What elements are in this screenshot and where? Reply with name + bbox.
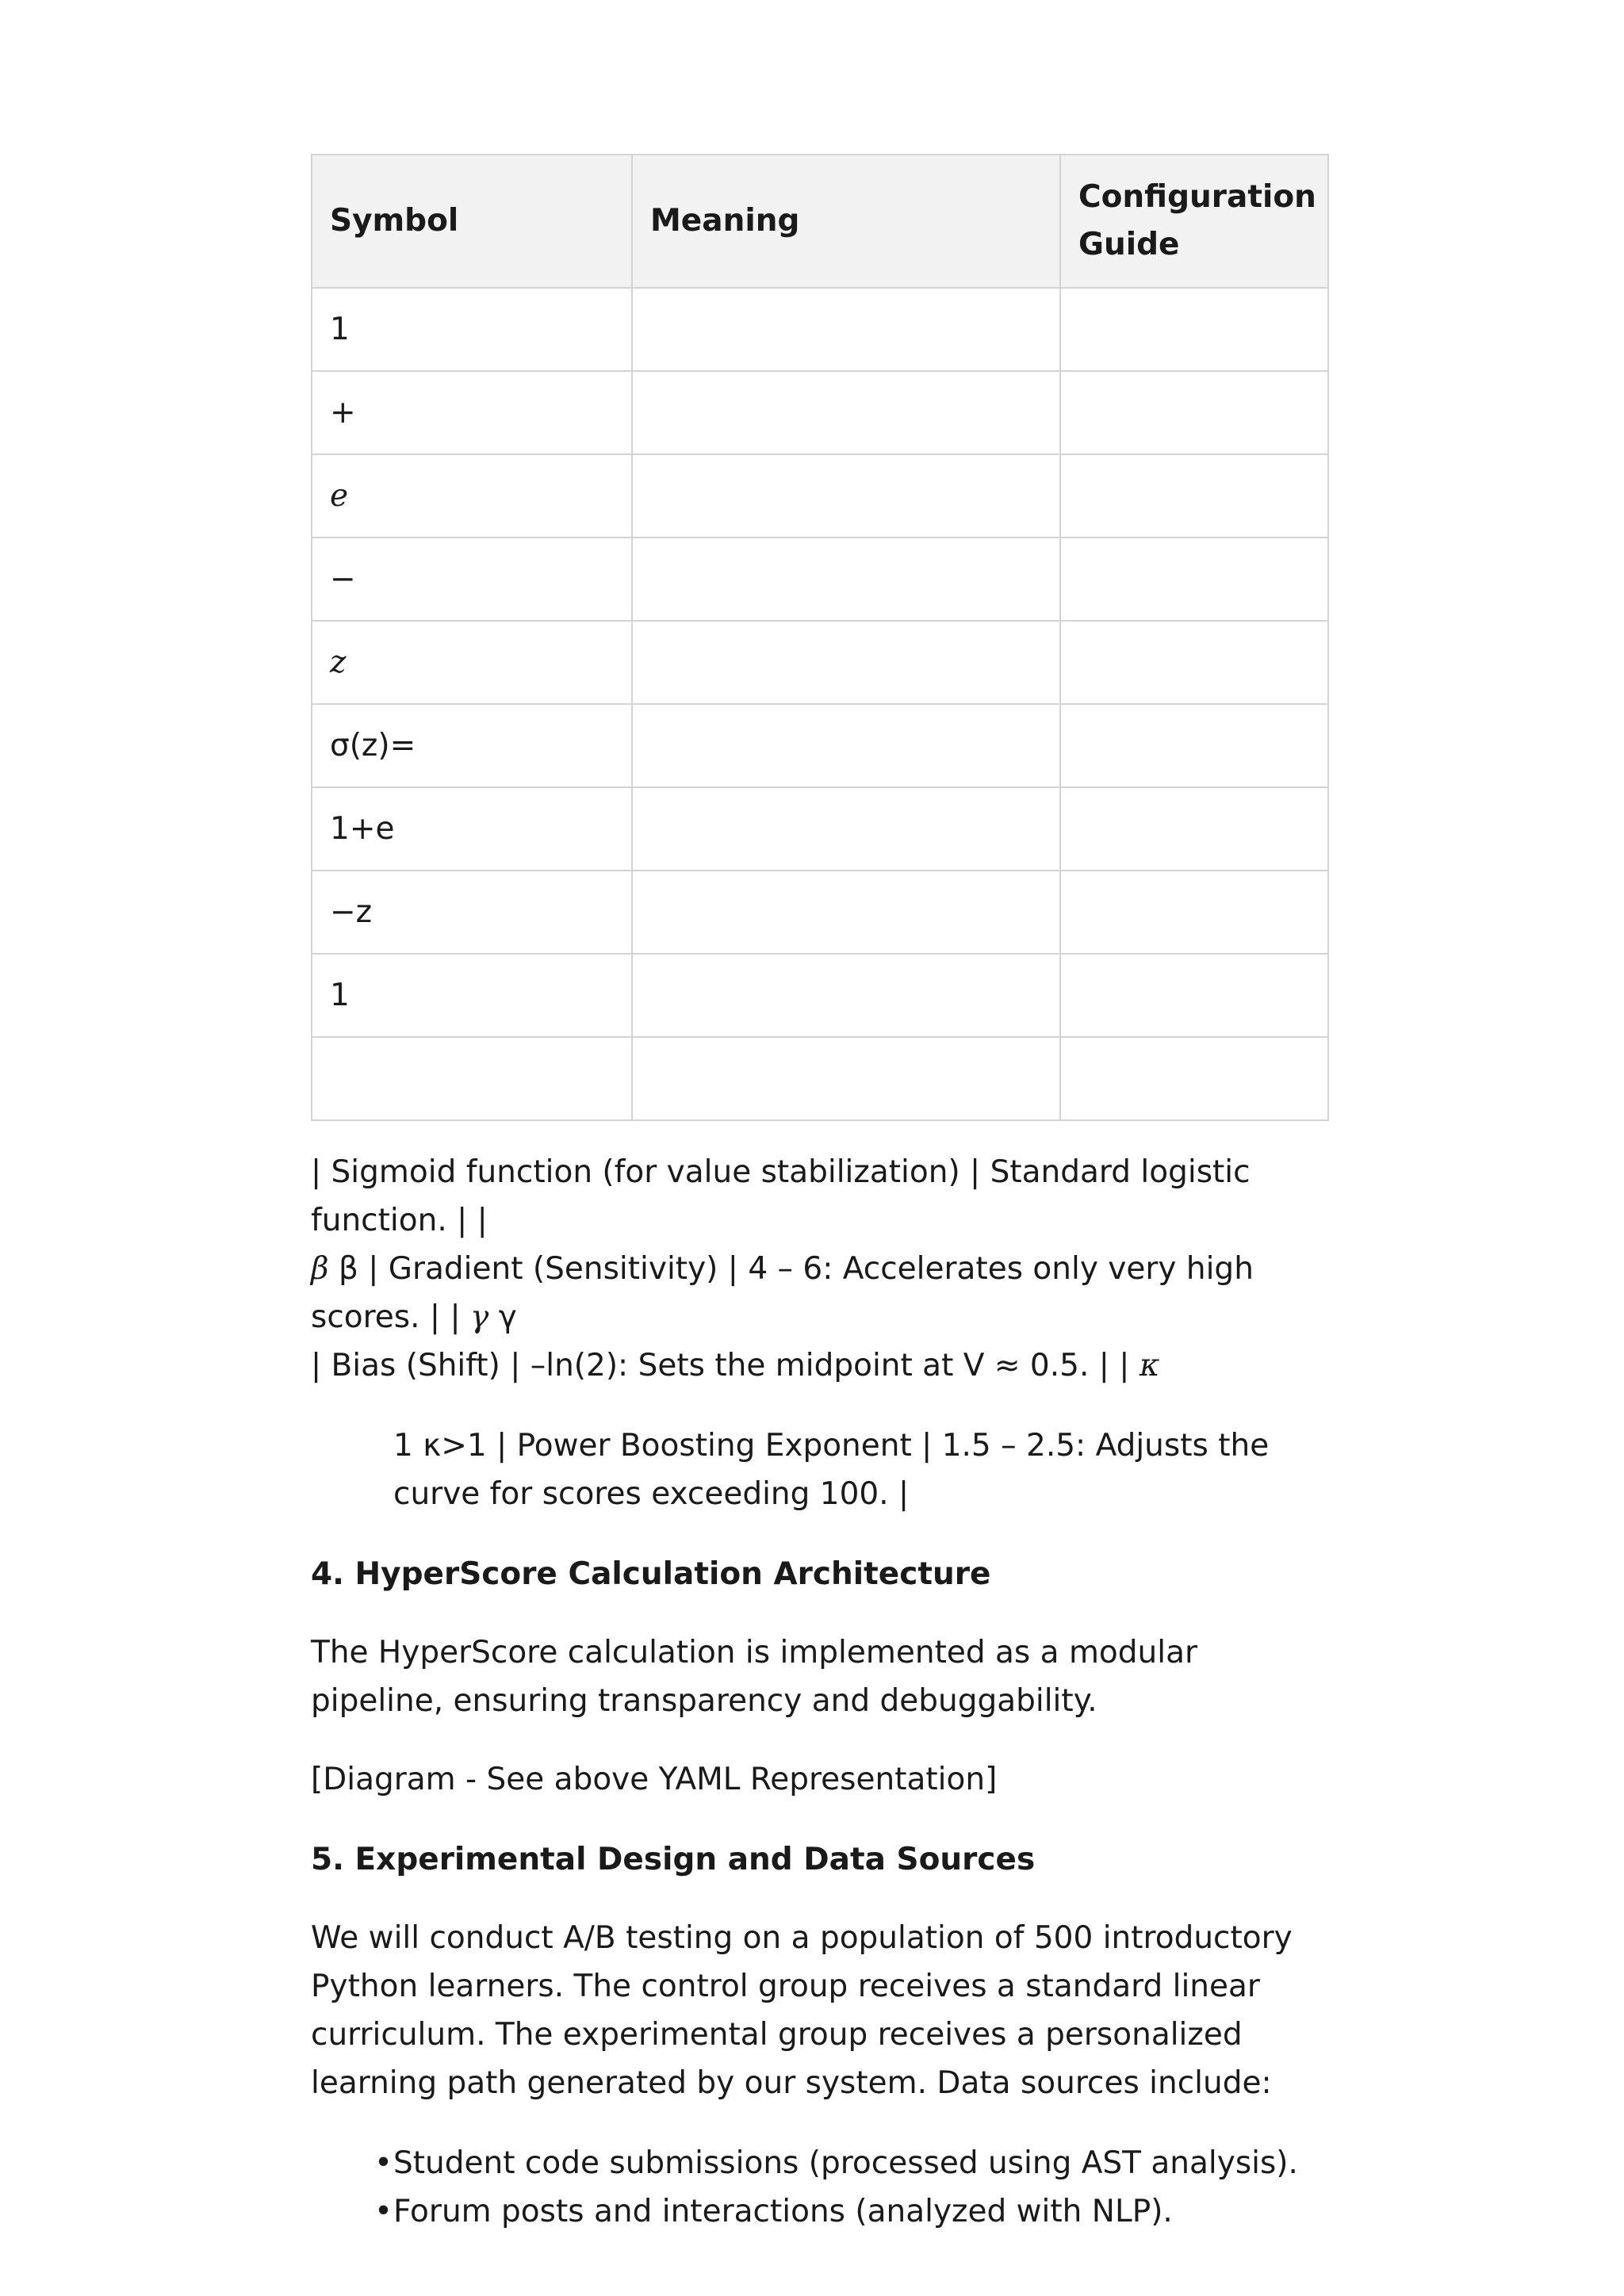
data-sources-list — [311, 2139, 1327, 2236]
cell-symbol: σ(z)= — [312, 704, 632, 787]
table-row — [312, 871, 1328, 954]
header-symbol: Symbol — [312, 155, 632, 288]
section-4-heading: 4. HyperScore Calculation Architecture — [311, 1556, 991, 1592]
cell-symbol: 1 — [312, 288, 632, 371]
beta-line: β | Gradient (Sensitivity) | 4 – 6: Accelerates only very high scores. | | — [311, 1251, 1254, 1335]
list-item: • Forum posts and interactions (analyzed with NLP). — [393, 2187, 1327, 2236]
cell-meaning — [632, 787, 1060, 871]
bias-line: | Bias (Shift) | –ln(2): Sets the midpoint at V ≈ 0.5. | | — [311, 1348, 1130, 1383]
cell-meaning — [632, 538, 1060, 621]
cell-guide — [1060, 704, 1328, 787]
header-configuration-guide: Configuration Guide — [1060, 155, 1328, 288]
cell-meaning — [632, 704, 1060, 787]
cell-symbol: 1+e — [312, 787, 632, 871]
cell-meaning — [632, 288, 1060, 371]
kappa-symbol: κ — [1139, 1348, 1160, 1383]
table-row — [312, 704, 1328, 787]
gamma-symbol: γ — [470, 1299, 489, 1335]
cell-guide — [1060, 454, 1328, 538]
cell-meaning — [632, 454, 1060, 538]
table-row — [312, 621, 1328, 704]
cell-guide — [1060, 871, 1328, 954]
cell-symbol: z — [312, 621, 632, 704]
table-row — [312, 1037, 1328, 1120]
table-row — [312, 954, 1328, 1037]
section-5-body: We will conduct A/B testing on a population of 500 introductory Python learners. The control group receives a standard linear curriculum. The experimental group receives a personalized learning path generated by our system. Data sources include: — [311, 1920, 1293, 2101]
diagram-note: [Diagram - See above YAML Representation] — [311, 1762, 998, 1797]
table-row — [312, 288, 1328, 371]
cell-guide — [1060, 1037, 1328, 1120]
beta-symbol: β — [311, 1251, 329, 1287]
table-row — [312, 371, 1328, 454]
cell-guide — [1060, 538, 1328, 621]
cell-meaning — [632, 954, 1060, 1037]
symbol-list-paragraph — [311, 1148, 1327, 1390]
cell-guide — [1060, 288, 1328, 371]
cell-guide — [1060, 954, 1328, 1037]
table-row — [312, 787, 1328, 871]
symbol-table — [311, 154, 1329, 1121]
list-item: • Student code submissions (processed using AST analysis). — [393, 2139, 1327, 2187]
document-page — [311, 154, 1327, 2236]
cell-symbol: + — [312, 371, 632, 454]
cell-symbol: −z — [312, 871, 632, 954]
cell-meaning — [632, 871, 1060, 954]
cell-meaning — [632, 1037, 1060, 1120]
cell-guide — [1060, 621, 1328, 704]
cell-symbol: − — [312, 538, 632, 621]
cell-symbol — [312, 1037, 632, 1120]
cell-symbol: 1 — [312, 954, 632, 1037]
cell-meaning — [632, 371, 1060, 454]
header-meaning: Meaning — [632, 155, 1060, 288]
section-5-heading: 5. Experimental Design and Data Sources — [311, 1842, 1036, 1877]
power-boost-paragraph: 1 κ>1 | Power Boosting Exponent | 1.5 – 2.5: Adjusts the curve for scores exceeding 100. | — [393, 1428, 1270, 1512]
table-header-row — [312, 155, 1328, 288]
section-4-body: The HyperScore calculation is implemented as a modular pipeline, ensuring transparency and debuggability. — [311, 1635, 1198, 1719]
gamma-text: γ — [488, 1299, 517, 1335]
sigmoid-line: | Sigmoid function (for value stabilization) | Standard logistic function. | | — [311, 1154, 1251, 1238]
cell-symbol: e — [312, 454, 632, 538]
cell-guide — [1060, 371, 1328, 454]
table-row — [312, 454, 1328, 538]
cell-guide — [1060, 787, 1328, 871]
table-row — [312, 538, 1328, 621]
cell-meaning — [632, 621, 1060, 704]
